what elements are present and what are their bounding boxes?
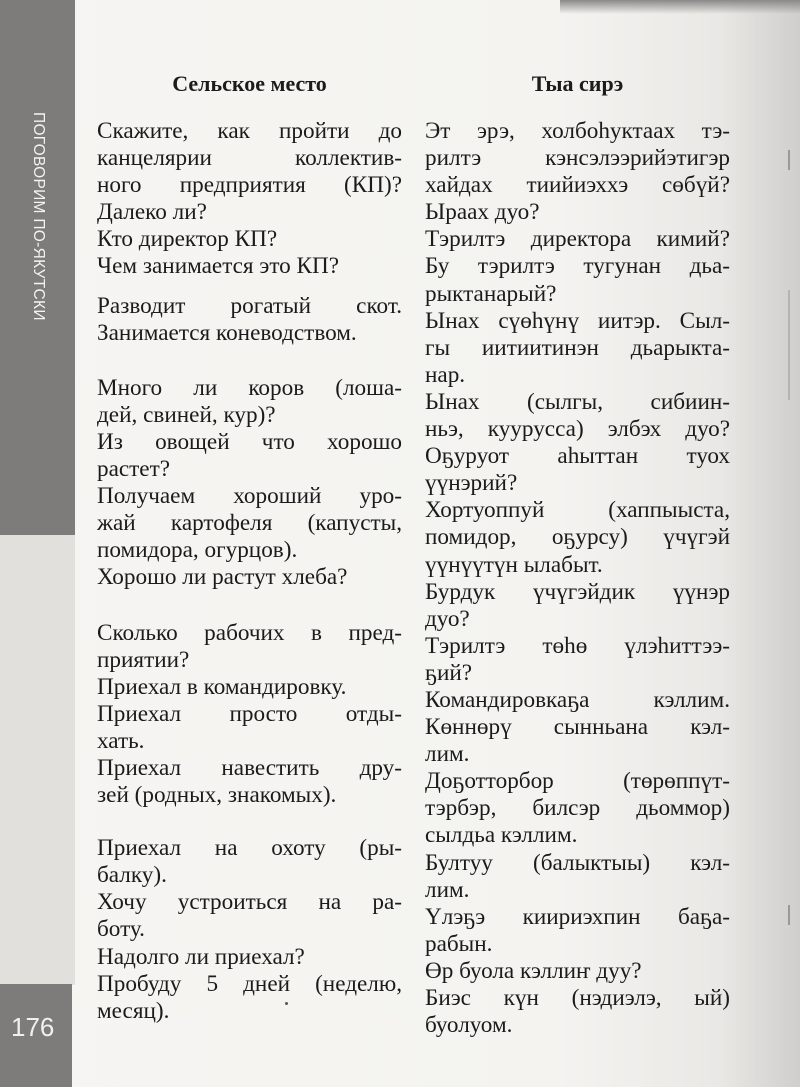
binding-mark <box>788 905 790 925</box>
phrase-line: канцелярии коллектив- <box>97 145 402 172</box>
page-curl-shadow <box>560 0 800 14</box>
binding-mark <box>788 290 790 400</box>
phrase-line: Хочу устроиться на ра- <box>97 889 402 916</box>
phrase-line: Хортуоппуй (хаппыыста, <box>425 497 730 524</box>
phrase-line: месяц). <box>97 997 170 1024</box>
phrase-line: Тэрилтэ төһө үлэһиттээ- <box>425 632 730 659</box>
phrase-line: үүнүүтүн ылабыт. <box>425 551 603 578</box>
phrase-line: Далеко ли? <box>97 199 207 226</box>
phrase-line: Ынах сүөһүнү иитэр. Сыл- <box>425 307 730 334</box>
phrase-block <box>97 293 402 347</box>
phrase-line: Тэрилтэ директора кимий? <box>425 226 730 253</box>
phrase-line: Надолго ли приехал? <box>97 943 305 970</box>
phrase-block <box>97 375 402 592</box>
phrase-line: рыктанарый? <box>425 280 557 307</box>
phrase-line: Доҕотторбор (төрөппүт- <box>425 768 730 795</box>
phrase-line: Сколько рабочих в пред- <box>97 619 402 646</box>
phrase-line: гы иитиитинэн дьарыкта- <box>425 334 730 361</box>
phrase-line: приятии? <box>97 646 190 673</box>
phrase-line: Приехал на охоту (ры- <box>97 835 402 862</box>
phrase-line: зей (родных, знакомых). <box>97 782 337 809</box>
phrase-line: Бу тэрилтэ тугунан дьа- <box>425 253 730 280</box>
phrase-line: дей, свиней, кур)? <box>97 401 276 428</box>
phrase-line: дуо? <box>425 605 470 632</box>
russian-column <box>97 70 402 1025</box>
phrase-line: Скажите, как пройти до <box>97 118 402 144</box>
phrase-line: помидора, огурцов). <box>97 537 298 564</box>
phrase-line: Биэс күн (нэдиэлэ, ый) <box>425 985 730 1011</box>
phrase-line: помидор, оҕурсу) үчүгэй <box>425 524 730 551</box>
phrase-line: Командировкаҕа кэллим. <box>425 686 730 713</box>
phrase-line: сылдьа кэллим. <box>425 822 578 849</box>
phrase-line: Өр буола кэллиҥ дуу? <box>425 957 642 984</box>
phrase-line: лим. <box>425 876 470 903</box>
phrase-line: жай картофеля (капусты, <box>97 510 402 537</box>
phrase-line: Оҕуруот аһыттан туох <box>425 443 730 470</box>
phrase-line: Занимается коневодством. <box>97 319 357 346</box>
phrase-line: тэрбэр, билсэр дьоммор) <box>425 795 730 822</box>
phrase-line: Көннөрү сынньана кэл- <box>425 714 730 741</box>
phrase-line: үүнэрий? <box>425 470 518 497</box>
page-number: 176 <box>11 1012 55 1042</box>
phrase-line: Бултуу (балыктыы) кэл- <box>425 849 730 876</box>
phrase-line: Получаем хороший уро- <box>97 483 402 510</box>
phrase-line: Эт эрэ, холбоһуктаах тэ- <box>425 118 730 144</box>
sidebar-margin <box>0 535 75 985</box>
phrase-line: растет? <box>97 456 171 483</box>
phrase-line: Үлэҕэ киириэхпин баҕа- <box>425 903 730 930</box>
section-heading-yakut: Тыа сирэ <box>531 71 624 96</box>
phrase-block <box>97 118 402 281</box>
phrase-line: Приехал навестить дру- <box>97 754 402 781</box>
phrase-line: ҕий? <box>425 659 473 686</box>
phrase-line: лим. <box>425 741 470 768</box>
phrase-line: Ынах (сылгы, сибиин- <box>425 388 730 415</box>
phrase-line: Много ли коров (лоша- <box>97 374 402 401</box>
phrase-line: Приехал просто отды- <box>97 700 402 727</box>
phrase-block <box>97 835 402 1025</box>
yakut-column <box>425 70 730 1039</box>
phrase-line: хайдах тиийиэххэ сөбүй? <box>425 172 730 199</box>
phrase-line: боту. <box>97 916 145 943</box>
phrase-line: нар. <box>425 361 466 388</box>
phrase-line: хать. <box>97 727 145 754</box>
phrase-line: Приехал в командировку. <box>97 673 347 700</box>
phrase-line: ньэ, куурусса) элбэх дуо? <box>425 416 730 443</box>
phrase-line: буолуом. <box>425 1012 513 1039</box>
running-title: ПОГОВОРИМ ПО-ЯКУТСКИ <box>30 112 47 321</box>
binding-mark <box>788 150 790 170</box>
phrase-line: Хорошо ли растут хлеба? <box>97 564 348 591</box>
phrase-line: Из овощей что хорошо <box>97 428 402 455</box>
phrase-line: рилтэ кэнсэлээрийэтигэр <box>425 145 730 172</box>
phrase-line: Бурдук үчүгэйдик үүнэр <box>425 578 730 605</box>
phrase-line: балку). <box>97 862 167 889</box>
phrase-line: рабын. <box>425 930 493 957</box>
phrase-line: Разводит рогатый скот. <box>97 292 402 319</box>
section-heading-russian: Сельское место <box>172 71 327 96</box>
phrase-line: Ыраах дуо? <box>425 199 540 226</box>
phrase-line: Пробуду 5 дней (неделю, <box>97 970 402 997</box>
phrase-line: Чем занимается это КП? <box>97 253 340 280</box>
phrase-line: Кто директор КП? <box>97 226 278 253</box>
phrase-line: ного предприятия (КП)? <box>97 172 402 199</box>
phrase-block <box>97 620 402 810</box>
